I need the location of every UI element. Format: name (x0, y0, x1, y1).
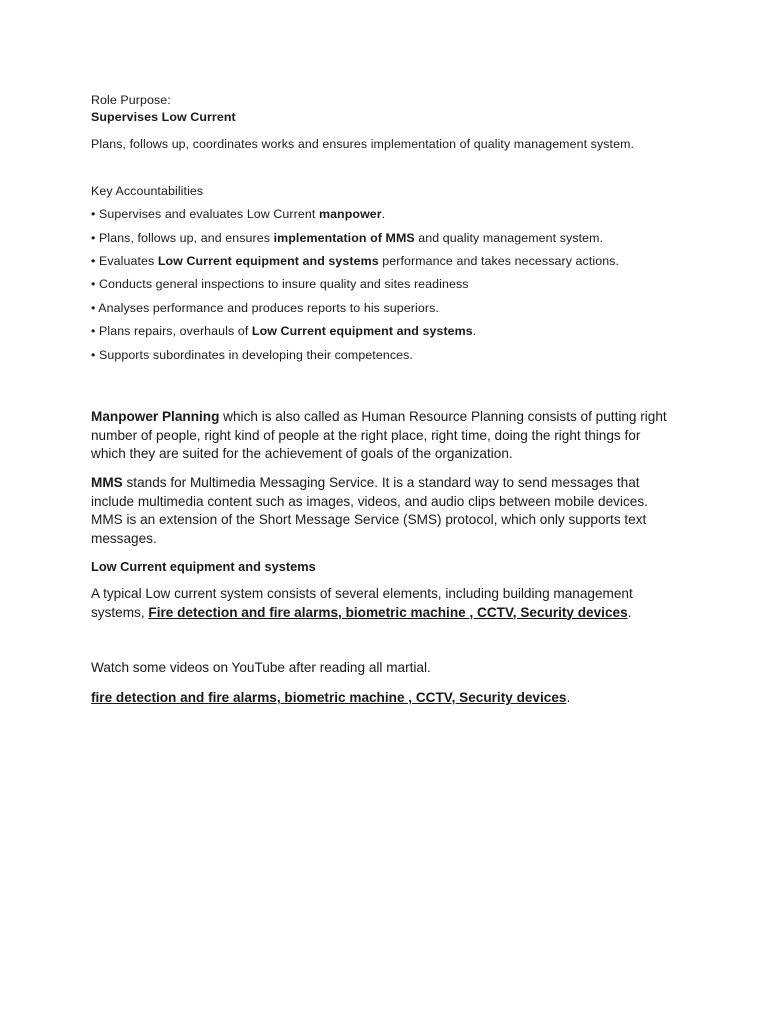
videos-topics-link[interactable]: fire detection and fire alarms, biometric machine , CCTV, Security devices (91, 690, 567, 705)
fire-detection-link[interactable]: Fire detection and fire alarms, biometric machine , CCTV, Security devices (148, 604, 628, 620)
manpower-term: Manpower Planning (91, 409, 220, 424)
accountability-item: • Analyses performance and produces reports to his superiors. (91, 301, 439, 315)
role-purpose-label: Role Purpose: (91, 93, 171, 107)
accountability-item: • Supports subordinates in developing their competences. (91, 348, 413, 362)
role-title: Supervises Low Current (91, 110, 236, 124)
mms-term: MMS (91, 475, 123, 490)
accountability-item: • Evaluates Low Current equipment and systems performance and takes necessary actions. (91, 254, 620, 268)
low-current-heading: Low Current equipment and systems (91, 559, 316, 574)
videos-link-line: fire detection and fire alarms, biometric machine , CCTV, Security devices. (91, 690, 571, 705)
accountability-item: • Supervises and evaluates Low Current manpower. (91, 207, 386, 221)
manpower-paragraph: Manpower Planning which is also called as Human Resource Planning consists of putting right number of people, right kind of people at the right place, right time, doing the right things for which they are suited for the achievement of goals of the organization. (91, 409, 667, 461)
mms-paragraph: MMS stands for Multimedia Messaging Service. It is a standard way to send messages that include multimedia content such as images, videos, and audio clips between mobile devices. MMS is an extension of the Short Message Service (SMS) protocol, which only supports text messages. (91, 475, 648, 546)
accountability-item: • Conducts general inspections to insure quality and sites readiness (91, 277, 469, 291)
role-summary: Plans, follows up, coordinates works and ensures implementation of quality management system. (91, 137, 635, 151)
videos-note: Watch some videos on YouTube after reading all martial. (91, 660, 431, 675)
accountability-item: • Plans, follows up, and ensures implementation of MMS and quality management system. (91, 231, 604, 245)
accountability-item: • Plans repairs, overhauls of Low Current equipment and systems. (91, 324, 477, 338)
low-current-paragraph: A typical Low current system consists of several elements, including building management systems, Fire detection and fire alarms, biometric machine , CCTV, Security devices. (91, 586, 633, 620)
accountabilities-heading: Key Accountabilities (91, 184, 204, 198)
